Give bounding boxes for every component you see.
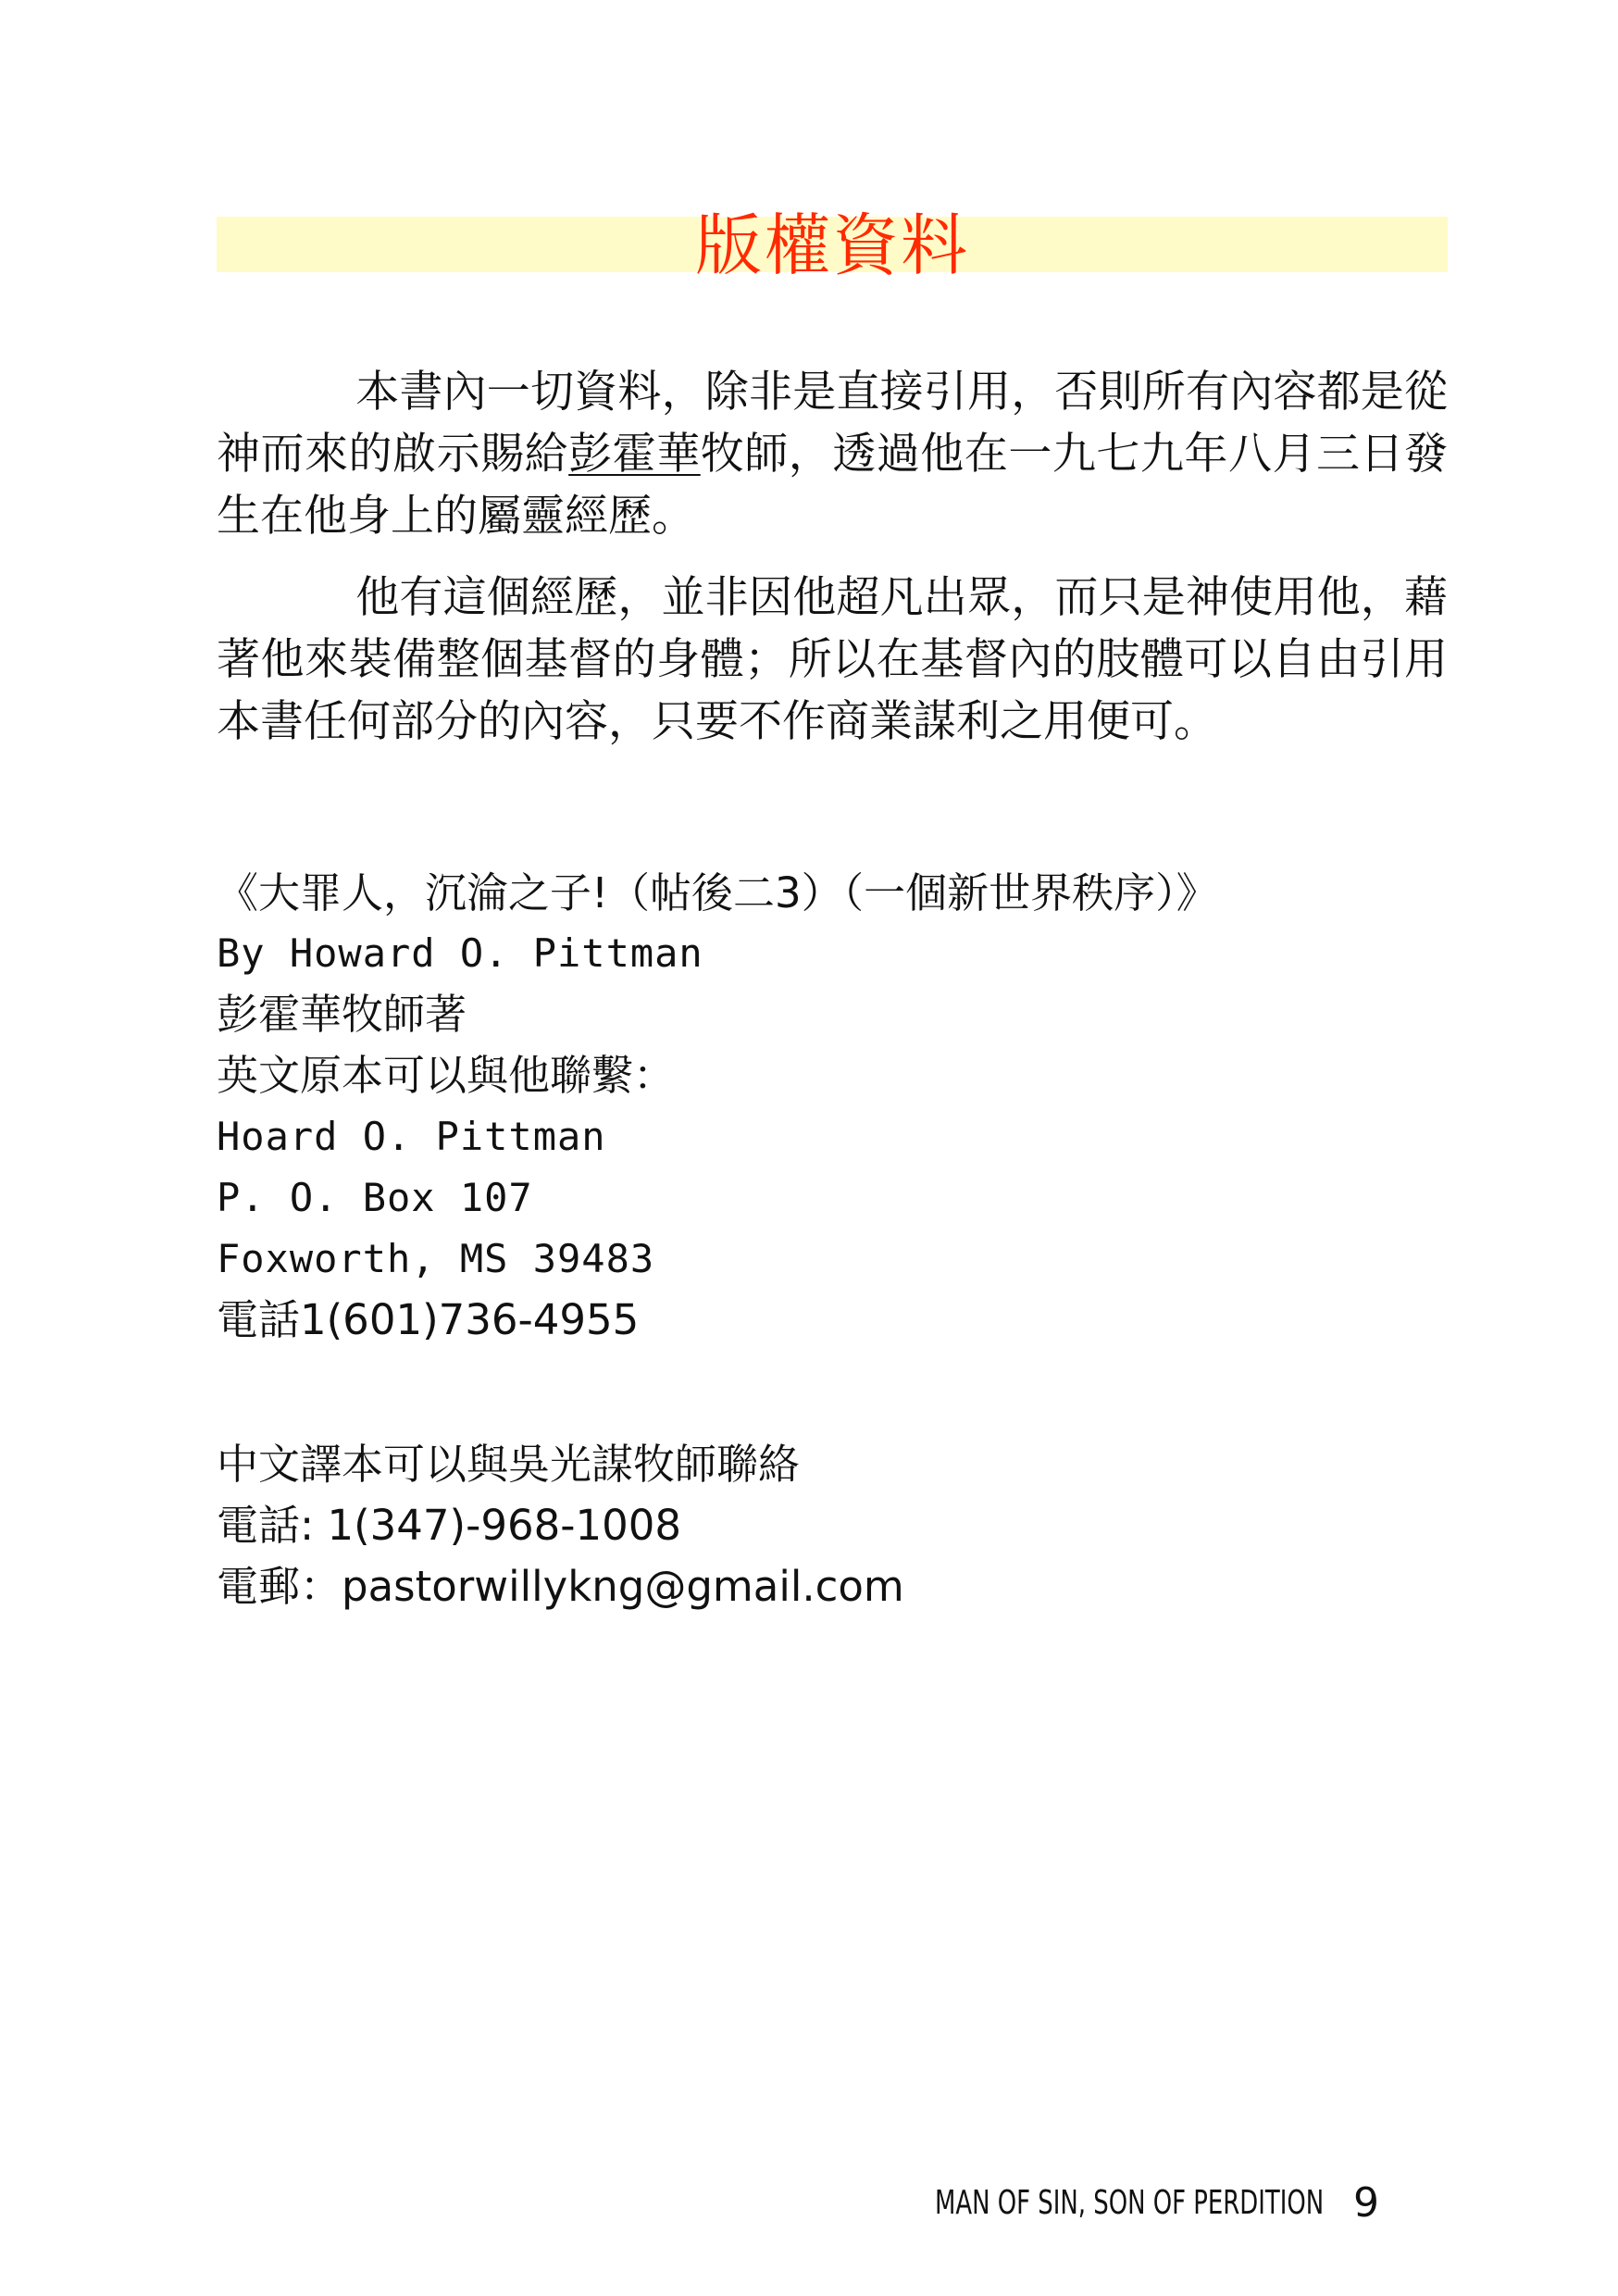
footer-book-name: MAN OF SIN, SON OF PERDITION bbox=[935, 2184, 1325, 2222]
english-contact-phone: 電話1(601)736-4955 bbox=[217, 1295, 640, 1344]
page-number: 9 bbox=[1353, 2179, 1379, 2227]
page-title: 版權資料 bbox=[694, 206, 969, 284]
paragraph-1-text-after: 牧師，透過他在一九七九年八月三日發生在他身上的屬靈經歷。 bbox=[217, 429, 1449, 542]
translation-contact-label: 中文譯本可以與吳光謀牧師聯絡 bbox=[217, 1440, 801, 1489]
author-english: By Howard O. Pittman bbox=[217, 930, 703, 976]
contact-label: 英文原本可以與他聯繫： bbox=[217, 1051, 676, 1100]
paragraph-2-text: 他有這個經歷，並非因他超凡出眾，而只是神使用他，藉著他來裝備整個基督的身體；所以在基督內的肢體可以自由引用本書任何部分的內容，只要不作商業謀利之用便可。 bbox=[217, 572, 1448, 747]
author-chinese: 彭霍華牧師著 bbox=[217, 990, 467, 1039]
translation-email: 電郵：pastorwillykng@gmail.com bbox=[217, 1562, 904, 1611]
paragraph-1-text-before: 本書內一切資料，除非是直接引用，否則所有內容都是從神而來的啟示賜給 bbox=[217, 367, 1448, 480]
copyright-paragraph-2 bbox=[217, 567, 1448, 753]
book-title: 《大罪人，沉淪之子!（帖後二3）（一個新世界秩序）》 bbox=[217, 868, 1218, 917]
translation-phone: 電話: 1(347)-968-1008 bbox=[217, 1501, 681, 1550]
author-name-underlined: 彭霍華 bbox=[568, 429, 701, 480]
city-address: Foxworth, MS 39483 bbox=[217, 1236, 655, 1281]
contact-name: Hoard O. Pittman bbox=[217, 1114, 606, 1159]
po-box: P. O. Box 107 bbox=[217, 1175, 533, 1220]
copyright-paragraph-1 bbox=[217, 361, 1448, 547]
